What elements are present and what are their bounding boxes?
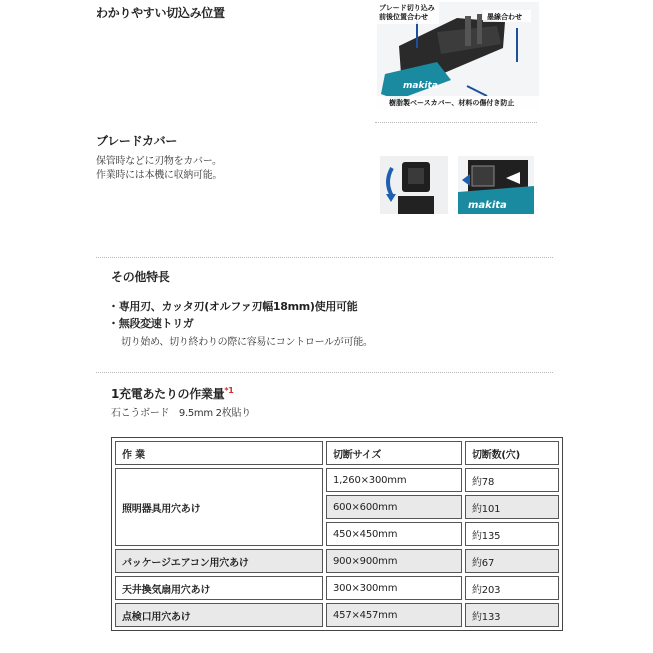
work-amount-table (111, 437, 563, 631)
table-cell-count: 約203 (465, 576, 559, 600)
blade-cover-photo-2 (458, 156, 534, 214)
blade-cover-line-1: 保管時などに刃物をカバー。 (96, 156, 222, 167)
cut-position-photo (377, 2, 539, 110)
table-header-row (115, 441, 559, 465)
feature-bullet-1: ・専用刃、カッタ刃(オルファ刃幅18mm)使用可能 (108, 300, 358, 313)
table-cell-work: 照明器具用穴あけ (115, 468, 323, 546)
feature-note: 切り始め、切り終わりの際に容易にコントロールが可能。 (121, 337, 373, 348)
blade-cover-storage-illustration (458, 156, 534, 214)
table-cell-size: 300×300mm (326, 576, 462, 600)
table-cell-size: 1,260×300mm (326, 468, 462, 492)
work-amount-title: 1充電あたりの作業量 (111, 387, 225, 401)
work-amount-subtitle: 石こうボード 9.5mm 2枚貼り (111, 408, 251, 419)
photo-caption-base-cover: 樹脂製ベースカバー、材料の傷付き防止 (389, 99, 515, 107)
table-cell-count: 約101 (465, 495, 559, 519)
table-row (115, 576, 559, 600)
brand-text: makita (468, 200, 507, 211)
table-cell-size: 600×600mm (326, 495, 462, 519)
table-header-work: 作 業 (115, 441, 323, 465)
table-cell-count: 約78 (465, 468, 559, 492)
table-header-cut-count: 切断数(穴) (465, 441, 559, 465)
table-row (115, 468, 559, 492)
section-title-work-amount (111, 385, 234, 402)
section-title-other-features: その他特長 (111, 270, 170, 284)
section-title-blade-cover: ブレードカバー (96, 134, 178, 148)
table-cell-size: 900×900mm (326, 549, 462, 573)
blade-cover-illustration (380, 156, 448, 214)
table-header-cut-size: 切断サイズ (326, 441, 462, 465)
photo-caption-blade-position: ブレード切り込み 前後位置合わせ (379, 4, 435, 21)
table-cell-work: 点検口用穴あけ (115, 603, 323, 627)
table-row (115, 603, 559, 627)
table-cell-count: 約133 (465, 603, 559, 627)
feature-bullet-2: ・無段変速トリガ (108, 317, 194, 330)
table-cell-count: 約135 (465, 522, 559, 546)
blade-cover-photo-1 (380, 156, 448, 214)
table-cell-size: 450×450mm (326, 522, 462, 546)
separator (375, 122, 537, 123)
separator (96, 372, 553, 373)
table-cell-work: 天井換気扇用穴あけ (115, 576, 323, 600)
table-row (115, 549, 559, 573)
footnote-mark: *1 (224, 386, 234, 395)
table-cell-work: パッケージエアコン用穴あけ (115, 549, 323, 573)
table-cell-size: 457×457mm (326, 603, 462, 627)
brand-text: makita (403, 81, 438, 91)
section-title-cut-position: わかりやすい切込み位置 (96, 6, 225, 20)
separator (96, 257, 553, 258)
photo-caption-ink-line: 墨線合わせ (487, 13, 522, 21)
table-cell-count: 約67 (465, 549, 559, 573)
blade-cover-line-2: 作業時には本機に収納可能。 (96, 170, 223, 181)
